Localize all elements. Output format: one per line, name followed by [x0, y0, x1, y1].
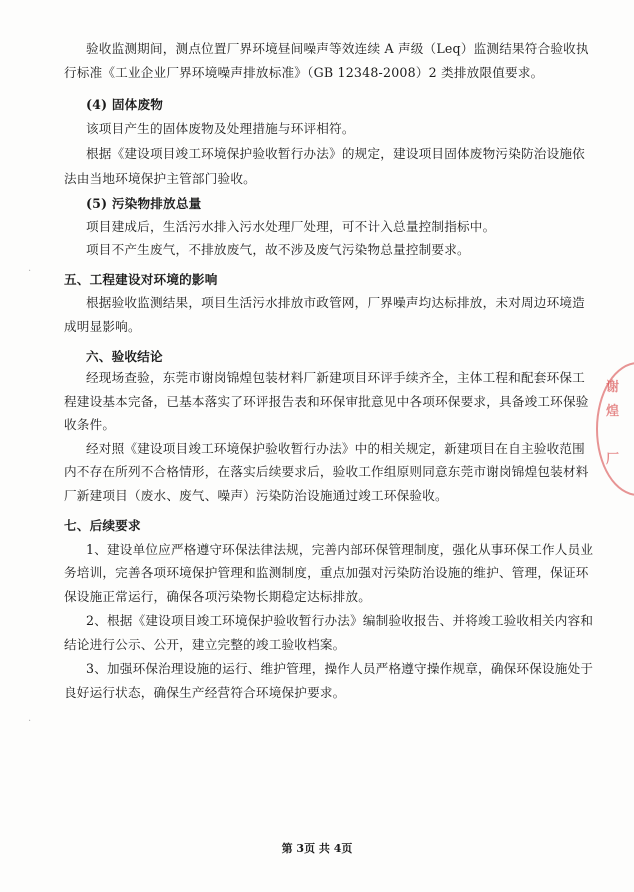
body-line: 务培训，完善各项环境保护管理和监测制度，重点加强对污染防治设施的维护、管理，保证环 — [64, 565, 589, 580]
page-number-footer: 第 3页 共 4页 — [281, 842, 353, 855]
body-line: 验收监测期间，测点位置厂界环境昼间噪声等效连续 A 声级（Leq）监测结果符合验收执 — [86, 41, 589, 56]
body-line: 收条件。 — [64, 417, 116, 432]
body-line: 1、建设单位应严格遵守环保法律法规，完善内部环保管理制度，强化从事环保工作人员业 — [86, 542, 594, 557]
body-line: 结论进行公示、公开，建立完整的竣工验收档案。 — [64, 637, 346, 652]
scan-edge-mark: · — [28, 266, 32, 277]
section-heading: 六、验收结论 — [86, 349, 163, 364]
scan-edge-mark: · — [28, 716, 32, 727]
body-line: 项目建成后，生活污水排入污水处理厂处理，可不计入总量控制指标中。 — [86, 219, 496, 234]
body-line: 根据验收监测结果，项目生活污水排放市政管网，厂界噪声均达标排放，未对周边环境造 — [86, 295, 585, 310]
body-line: 厂新建项目（废水、废气、噪声）污染防治设施通过竣工环保验收。 — [64, 488, 448, 503]
body-line: 程建设基本完备，已基本落实了环评报告表和环保审批意见中各项环保要求，具备竣工环保验 — [64, 394, 589, 409]
body-line: 经对照《建设项目竣工环境保护验收暂行办法》中的相关规定，新建项目在自主验收范围 — [86, 441, 585, 456]
body-line: 行标准《工业企业厂界环境噪声排放标准》（GB 12348-2008）2 类排放限值要求。 — [64, 65, 544, 80]
red-seal-stamp — [596, 362, 634, 496]
body-line: 该项目产生的固体废物及处理措施与环评相符。 — [86, 121, 355, 136]
section-heading: 七、后续要求 — [64, 518, 141, 533]
body-line: 内不存在所列不合格情形，在落实后续要求后，验收工作组原则同意东莞市谢岗锦煌包装材料 — [64, 464, 589, 479]
seal-char: 煌 — [606, 404, 620, 419]
seal-char: 厂 — [606, 452, 620, 467]
body-line: 法由当地环境保护主管部门验收。 — [64, 171, 256, 186]
section-heading: (4) 固体废物 — [86, 97, 164, 112]
body-line: 根据《建设项目竣工环境保护验收暂行办法》的规定，建设项目固体废物污染防治设施依 — [86, 146, 585, 161]
body-line: 成明显影响。 — [64, 319, 141, 334]
body-line: 3、加强环保治理设施的运行、维护管理，操作人员严格遵守操作规章，确保环保设施处于 — [86, 661, 594, 676]
section-heading: 五、工程建设对环境的影响 — [64, 272, 218, 287]
section-heading: (5) 污染物排放总量 — [86, 196, 202, 211]
body-line: 项目不产生废气，不排放废气，故不涉及废气污染物总量控制要求。 — [86, 242, 470, 257]
body-line: 2、根据《建设项目竣工环境保护验收暂行办法》编制验收报告、并将竣工验收相关内容和 — [86, 613, 594, 628]
body-line: 良好运行状态，确保生产经营符合环境保护要求。 — [64, 685, 346, 700]
body-line: 保设施正常运行，确保各项污染物长期稳定达标排放。 — [64, 589, 372, 604]
body-line: 经现场查验，东莞市谢岗锦煌包装材料厂新建项目环评手续齐全，主体工程和配套环保工 — [86, 370, 585, 385]
seal-char: 谢 — [606, 380, 620, 395]
